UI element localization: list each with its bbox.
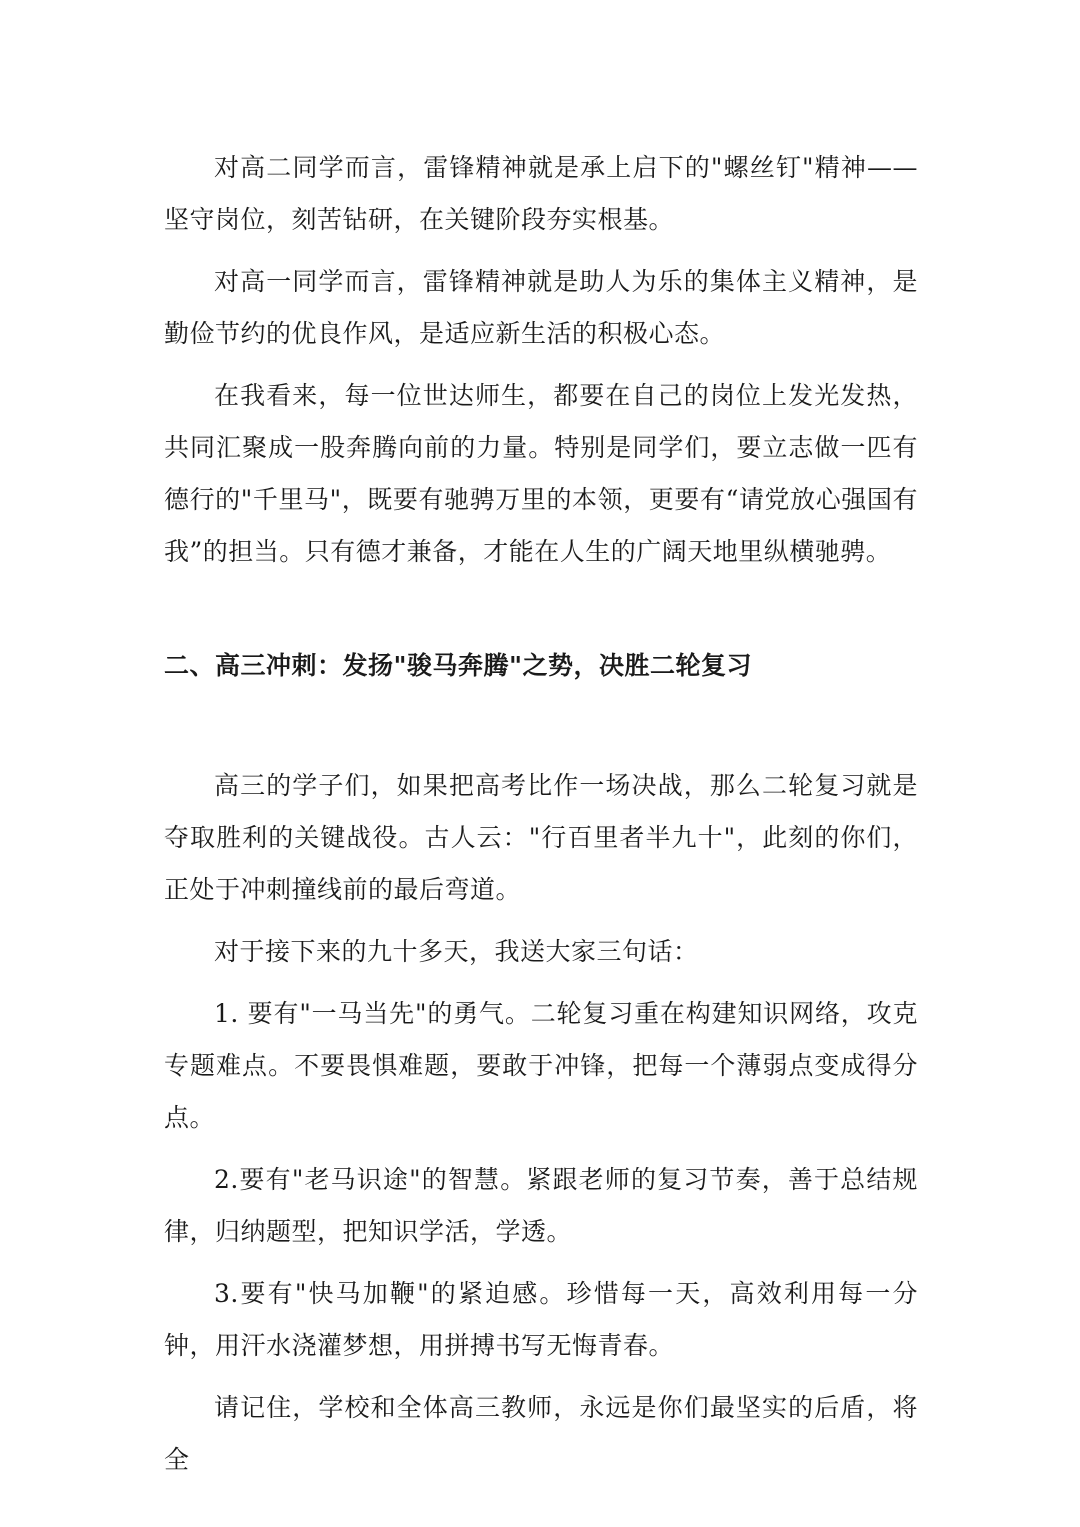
section-heading: 二、高三冲刺：发扬"骏马奔腾"之势，决胜二轮复习: [164, 651, 753, 680]
paragraph-senior3-intro: 高三的学子们，如果把高考比作一场决战，那么二轮复习就是夺取胜利的关键战役。古人云："行百里者半九十"，此刻的你们，正处于冲刺撞线前的最后弯道。: [164, 771, 918, 904]
paragraph-three-words: 对于接下来的九十多天，我送大家三句话：: [214, 937, 699, 966]
paragraph-closing: 请记住，学校和全体高三教师，永远是你们最坚实的后盾，将全: [164, 1393, 918, 1474]
document-body: [164, 142, 918, 1486]
list-item-1: 1. 要有"一马当先"的勇气。二轮复习重在构建知识网络，攻克专题难点。不要畏惧难题，要敢于冲锋，把每一个薄弱点变成得分点。: [164, 999, 918, 1132]
list-item-3: 3.要有"快马加鞭"的紧迫感。珍惜每一天，高效利用每一分钟，用汗水浇灌梦想，用拼搏书写无悔青春。: [164, 1279, 918, 1360]
paragraph-senior2: 对高二同学而言，雷锋精神就是承上启下的"螺丝钉"精神——坚守岗位，刻苦钻研，在关键阶段夯实根基。: [164, 153, 918, 234]
paragraph-all-students: 在我看来，每一位世达师生，都要在自己的岗位上发光发热，共同汇聚成一股奔腾向前的力量。特别是同学们，要立志做一匹有德行的"千里马"，既要有驰骋万里的本领，更要有“请党放心强国有我”的担当。只有德才兼备，才能在人生的广阔天地里纵横驰骋。: [164, 381, 918, 566]
list-item-2: 2.要有"老马识途"的智慧。紧跟老师的复习节奏，善于总结规律，归纳题型，把知识学活，学透。: [164, 1165, 918, 1246]
paragraph-senior1: 对高一同学而言，雷锋精神就是助人为乐的集体主义精神，是勤俭节约的优良作风，是适应新生活的积极心态。: [164, 267, 918, 348]
